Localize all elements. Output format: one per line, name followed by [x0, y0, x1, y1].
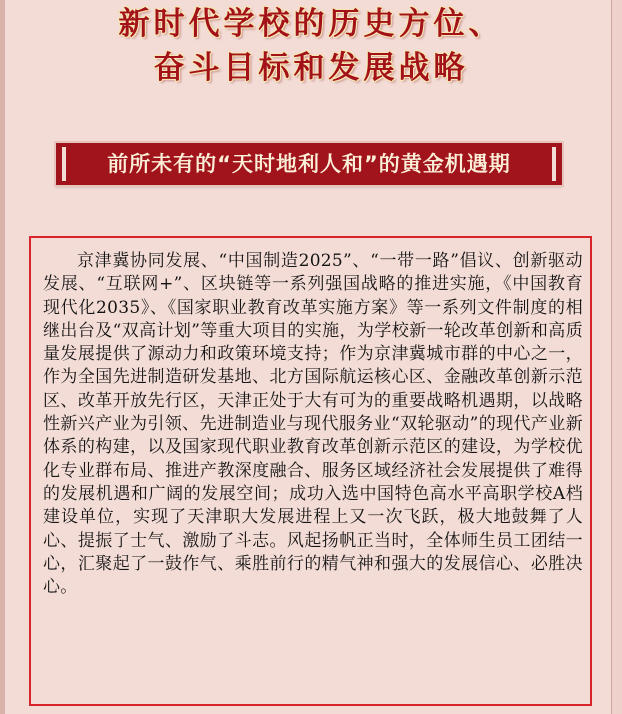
section-banner — [56, 143, 562, 185]
left-frame-edge — [0, 0, 5, 714]
page-title-line-1: 新时代学校的历史方位、 — [118, 6, 504, 42]
section-heading: 前所未有的“天时地利人和”的黄金机遇期 — [107, 152, 511, 176]
page-title — [0, 2, 622, 90]
page-title-line-2: 奋斗目标和发展战略 — [153, 50, 469, 86]
body-paragraph: 京津冀协同发展、“中国制造2025”、“一带一路”倡议、创新驱动发展、“互联网+”、区块链等一系列强国战略的推进实施，《中国教育现代化2035》、《国家职业教育改革实施方案》等一系列文件制度的相继出台及“双高计划”等重大项目的实施，为学校新一轮改革创新和高质量发展提供了源动力和政策环境支持；作为京津冀城市群的中心之一，作为全国先进制造研发基地、北方国际航运核心区、金融改革创新示范区、改革开放先行区，天津正处于大有可为的重要战略机遇期，以战略性新兴产业为引领、先进制造业与现代服务业“双轮驱动”的现代产业新体系的构建，以及国家现代职业教育改革创新示范区的建设，为学校优化专业群布局、推进产教深度融合、服务区域经济社会发展提供了难得的发展机遇和广阔的发展空间；成功入选中国特色高水平高职学校A档建设单位，实现了天津职大发展进程上又一次飞跃，极大地鼓舞了人心、提振了士气、激励了斗志。风起扬帆正当时，全体师生员工团结一心，汇聚起了一鼓作气、乘胜前行的精气神和强大的发展信心、必胜决心。 — [43, 251, 583, 598]
content-box — [29, 236, 592, 706]
right-frame-edge — [611, 0, 622, 714]
